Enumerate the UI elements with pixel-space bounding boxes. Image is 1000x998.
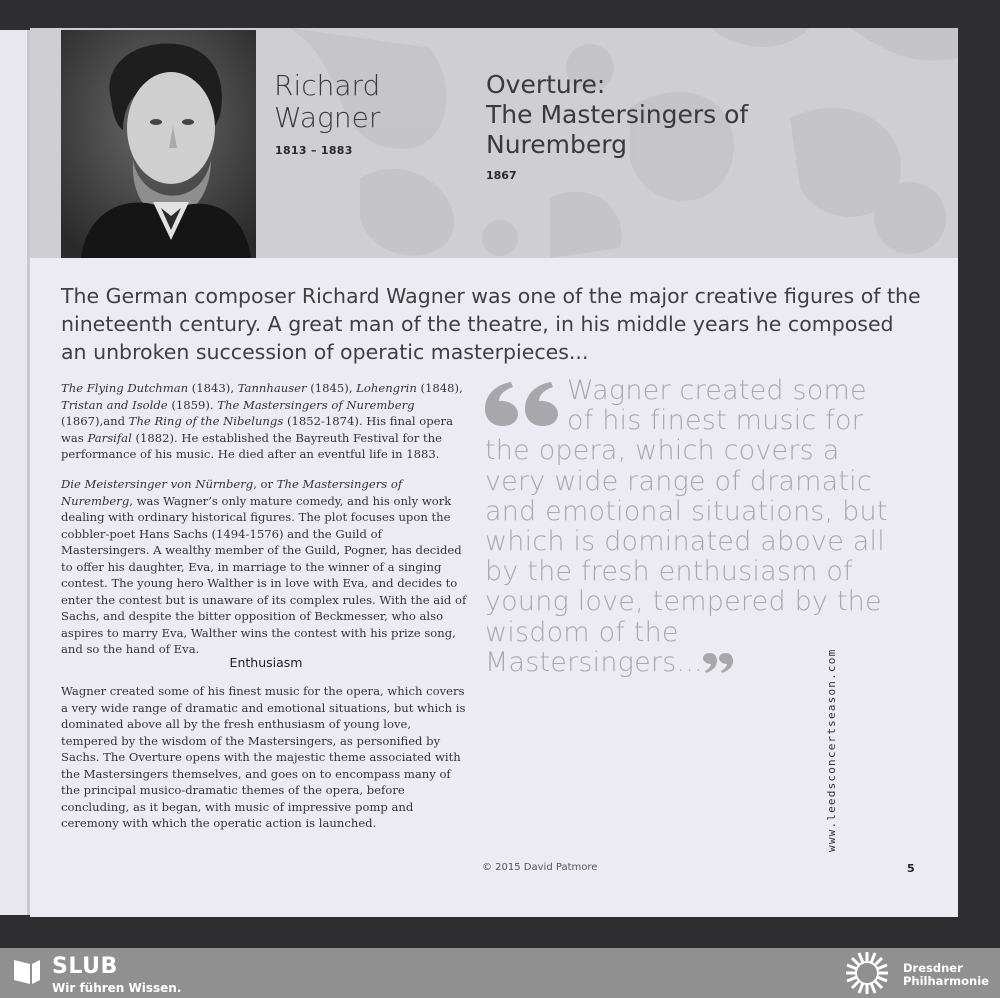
page-number: 5 xyxy=(907,862,915,875)
body-text: (1852-1874). His final opera was xyxy=(61,414,453,445)
work-year: 1867 xyxy=(486,169,517,182)
body-text: (1867),and xyxy=(61,414,129,428)
body-text: (1843), xyxy=(188,381,238,395)
work-title-line: The Mastersingers of xyxy=(486,100,749,129)
left-page-edge xyxy=(0,30,30,915)
library-tagline: Wir führen Wissen. xyxy=(52,981,182,995)
opera-title: Die Meistersinger von Nürnberg xyxy=(61,477,254,491)
work-title-line: Nuremberg xyxy=(486,130,627,159)
footer-bar xyxy=(0,948,1000,998)
opera-title: The Mastersingers of Nuremberg xyxy=(217,397,415,412)
partner-name-line: Dresdner xyxy=(903,961,963,975)
opera-title: The Mastersingers of Nuremberg xyxy=(61,477,403,508)
body-text: (1848), xyxy=(416,381,463,395)
sunburst-icon xyxy=(842,950,892,996)
body-text: , or xyxy=(253,477,277,491)
bio-paragraph xyxy=(61,380,471,463)
booklet-page xyxy=(30,28,958,917)
website-url: www.leedsconcertseason.com xyxy=(825,648,838,852)
intro-paragraph: The German composer Richard Wagner was one of the major creative figures of the nineteenth century. A great man of the theatre, in his middle years he composed an unbroken succession of operatic masterpieces... xyxy=(61,284,921,364)
copyright-notice: © 2015 David Patmore xyxy=(482,862,598,873)
enthusiasm-paragraph: Wagner created some of his finest music for the opera, which covers a very wide range of dramatic and emotional situations, but which is dominated above all by the fresh enthusiasm of young love, tempered by the wisdom of the Mastersingers, as personified by Sachs. The Overture opens with the majestic theme associated with the Mastersingers themselves, and goes on to encompass many of the principal musico-dramatic themes of the opera, before concluding, as it began, with music of impressive pomp and ceremony with which the operatic action is launched. xyxy=(61,684,466,830)
opera-title: Tannhauser xyxy=(237,381,307,395)
partner-name xyxy=(903,962,998,988)
partner-name-line: Philharmonie xyxy=(903,974,989,988)
opera-title: Lohengrin xyxy=(356,381,417,395)
section-heading: Enthusiasm xyxy=(229,655,303,670)
work-title xyxy=(486,70,786,160)
composer-last-name: Wagner xyxy=(274,101,381,134)
close-quote-icon xyxy=(703,653,733,673)
composer-name xyxy=(274,70,474,134)
plot-paragraph xyxy=(61,476,471,658)
library-name: SLUB xyxy=(52,954,118,979)
opera-title: The Flying Dutchman xyxy=(61,381,189,395)
open-quote-icon xyxy=(485,382,563,426)
composer-first-name: Richard xyxy=(274,69,381,102)
composer-dates: 1813 – 1883 xyxy=(275,144,353,157)
body-text: , was Wagner’s only mature comedy, and his only work dealing with ordinary historical figures. The plot focuses upon the cobbler-poet Hans Sachs (1494-1576) and the Guild of Mastersingers. A wealthy member of the Guild, Pogner, has decided to offer his daughter, Eva, in marriage to the winner of a singing contest. The young hero Walther is in love with Eva, and decides to enter the contest but is unaware of its complex rules. With the aid of Sachs, and despite the bitter opposition of Beckmesser, who also aspires to marry Eva, Walther wins the contest with his prize song, and so the hand of Eva. xyxy=(61,493,467,656)
wagner-portrait xyxy=(61,30,256,258)
opera-title: The Ring of the Nibelungs xyxy=(128,414,284,428)
book-icon xyxy=(12,956,42,986)
work-title-line: Overture: xyxy=(486,70,606,99)
body-text: (1882). He established the Bayreuth Festival for the performance of his music. He died after an eventful life in 1883. xyxy=(61,430,442,461)
opera-title: Parsifal xyxy=(87,430,132,445)
opera-title: Tristan and Isolde xyxy=(61,397,168,412)
header-banner xyxy=(30,28,958,258)
pull-quote-text: Wagner created some of his finest music for the opera, which covers a very wide range of dramatic and emotional situations, but which is dominated above all by the fresh enthusiasm of young love, tempered by the wisdom of the Mastersingers... xyxy=(485,375,888,678)
body-text: (1859). xyxy=(167,397,218,412)
body-text: (1845), xyxy=(306,381,357,395)
